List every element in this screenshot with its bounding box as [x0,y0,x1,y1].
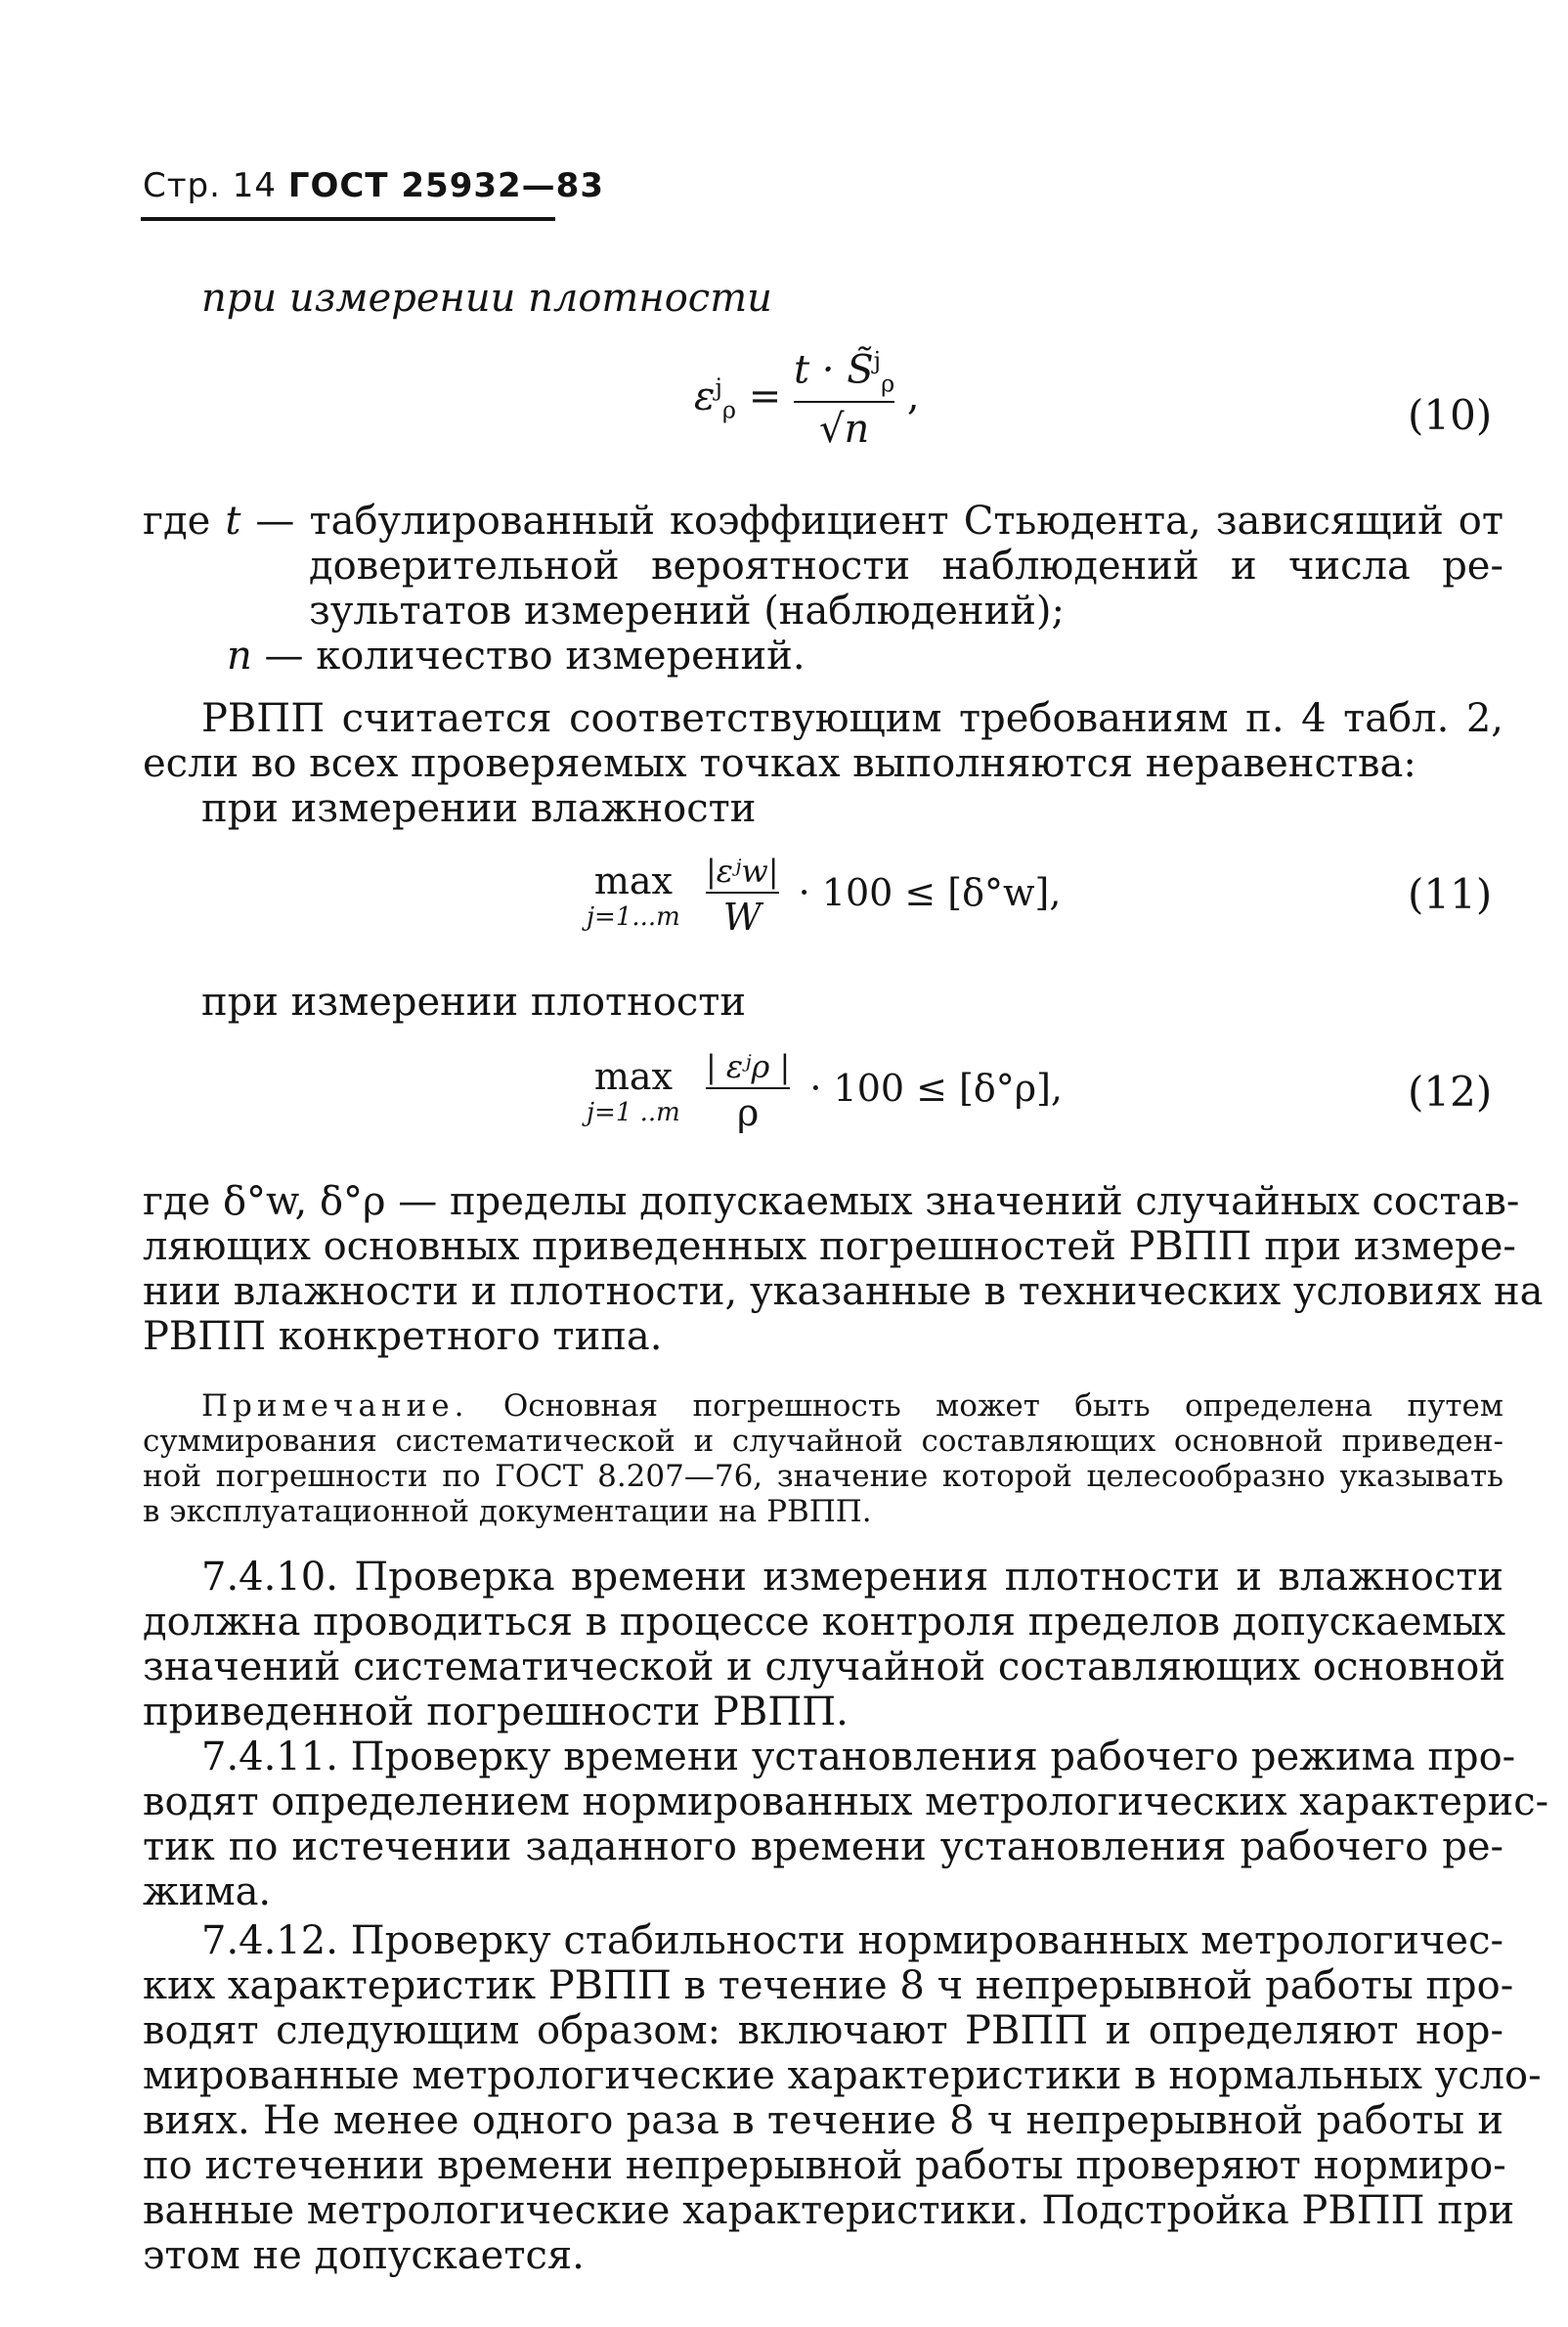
f11-range: j=1...m [587,902,680,932]
f10-num-t: t · [793,347,848,393]
where2-line2: ляющих основных приведенных погрешностей РВПП при измере- [143,1224,1516,1269]
f10-eq: = [748,373,782,419]
f12-fraction [706,1048,790,1134]
formula-11 [587,853,1061,939]
f12-max: max [593,1055,673,1098]
s7412-line2: ких характеристик РВПП в течение 8 ч непрерывной работы про- [143,1963,1514,2008]
f11-denominator: W [722,896,762,939]
formula-12 [587,1048,1063,1134]
f12-rhs: · 100 ≤ [δ°ρ], [809,1066,1064,1110]
f10-comma: , [906,373,920,419]
where1-line3: зультатов измерений (наблюдений); [309,589,1065,634]
f11-bar [706,892,779,894]
f12-range: j=1 ..m [587,1098,680,1127]
where1-line4 [227,634,1568,679]
equation-number-11: (11) [1408,870,1493,918]
s7412-line4: мированные метрологические характеристики в нормальных усло- [143,2053,1542,2098]
where1-def-t: — табулированный коэффициент Стьюдента, зависящий от [240,499,1503,544]
f12-numerator: | εʲρ | [705,1048,791,1085]
where1-lead: где [143,499,226,544]
p2: при измерении плотности [201,980,747,1025]
f10-denominator: √n [818,407,870,453]
f10-lhs-sup: j [715,373,722,402]
s7410-line2: должна проводиться в процессе контроля пределов допускаемых [143,1600,1506,1645]
s7410-line1: 7.4.10. Проверка времени измерения плотности и влажности [201,1555,1503,1600]
note-line2: суммирования систематической и случайной составляющих основной приведен- [143,1424,1503,1459]
where1-line1 [143,499,1503,544]
where1-def-n: — количество измерений. [251,634,806,679]
formula-10 [694,347,920,452]
page-number: Стр. 14 [143,166,278,205]
where2-line1: где δ°w, δ°ρ — пределы допускаемых значений случайных состав- [143,1179,1520,1224]
s7411-line1: 7.4.11. Проверку времени установления рабочего режима про- [201,1734,1516,1779]
s7410-line3: значений систематической и случайной составляющих основной [143,1645,1506,1690]
where1-line2: доверительной вероятности наблюдений и числа ре- [309,544,1503,589]
note-line1 [201,1388,1503,1424]
f10-lhs-sub: ρ [721,396,737,424]
s7411-line3: тик по истечении заданного времени установления рабочего ре- [143,1824,1503,1869]
equation-number-12: (12) [1408,1068,1493,1116]
page-header [143,166,604,205]
note-line3: ной погрешности по ГОСТ 8.207—76, значение которой целесообразно указывать [143,1459,1503,1494]
where2-line3: нии влажности и плотности, указанные в технических условиях на [143,1269,1544,1314]
standard-number: ГОСТ 25932—83 [287,166,604,205]
f10-num-s: S̃ [847,347,874,393]
f11-fraction [706,853,779,939]
f10-bar [794,401,894,403]
where1-symbol-n: n [227,634,252,679]
f11-numerator: |εʲw| [705,853,779,890]
f10-fraction [794,347,894,452]
f11-max: max [593,859,673,902]
s7410-line4: приведенной погрешности РВПП. [143,1690,849,1734]
p1-line2: если во всех проверяемых точках выполняются неравенства: [143,741,1416,786]
header-rule [141,217,555,221]
f12-bar [706,1087,790,1089]
s7412-line6: по истечении времени непрерывной работы проверяют нормиро- [143,2143,1506,2188]
equation-number-10: (10) [1408,391,1493,439]
s7411-line2: водят определением нормированных метрологических характерис- [143,1779,1549,1824]
s7412-line8: этом не допускается. [143,2233,585,2278]
f11-rhs: · 100 ≤ [δ°w], [798,870,1062,914]
f10-num-sub: ρ [881,370,895,398]
note-label: Примечание. [201,1388,469,1424]
s7412-line1: 7.4.12. Проверку стабильности нормированных метрологичес- [201,1918,1503,1963]
s7412-line3: водят следующим образом: включают РВПП и определяют нор- [143,2008,1503,2053]
f10-numerator [794,347,894,397]
p1-line1: РВПП считается соответствующим требованиям п. 4 табл. 2, [201,696,1503,741]
p1-line3: при измерении влажности [201,786,757,831]
s7412-line7: ванные метрологические характеристики. Подстройка РВПП при [143,2188,1515,2233]
where1-symbol-t: t [225,499,241,544]
note-text-1: Основная погрешность может быть определена путем [468,1388,1503,1424]
s7412-line5: виях. Не менее одного раза в течение 8 ч непрерывной работы и [143,2098,1503,2143]
f12-denominator: ρ [736,1091,760,1134]
f12-max-block [587,1055,680,1127]
s7411-line4: жима. [143,1869,272,1914]
note-line4: в эксплуатационной документации на РВПП. [143,1494,872,1529]
density-intro: при измерении плотности [201,276,772,321]
f10-num-sup: j [873,347,882,374]
f11-max-block [587,859,680,932]
f10-lhs: ε [694,373,716,419]
where2-line4: РВПП конкретного типа. [143,1314,663,1359]
